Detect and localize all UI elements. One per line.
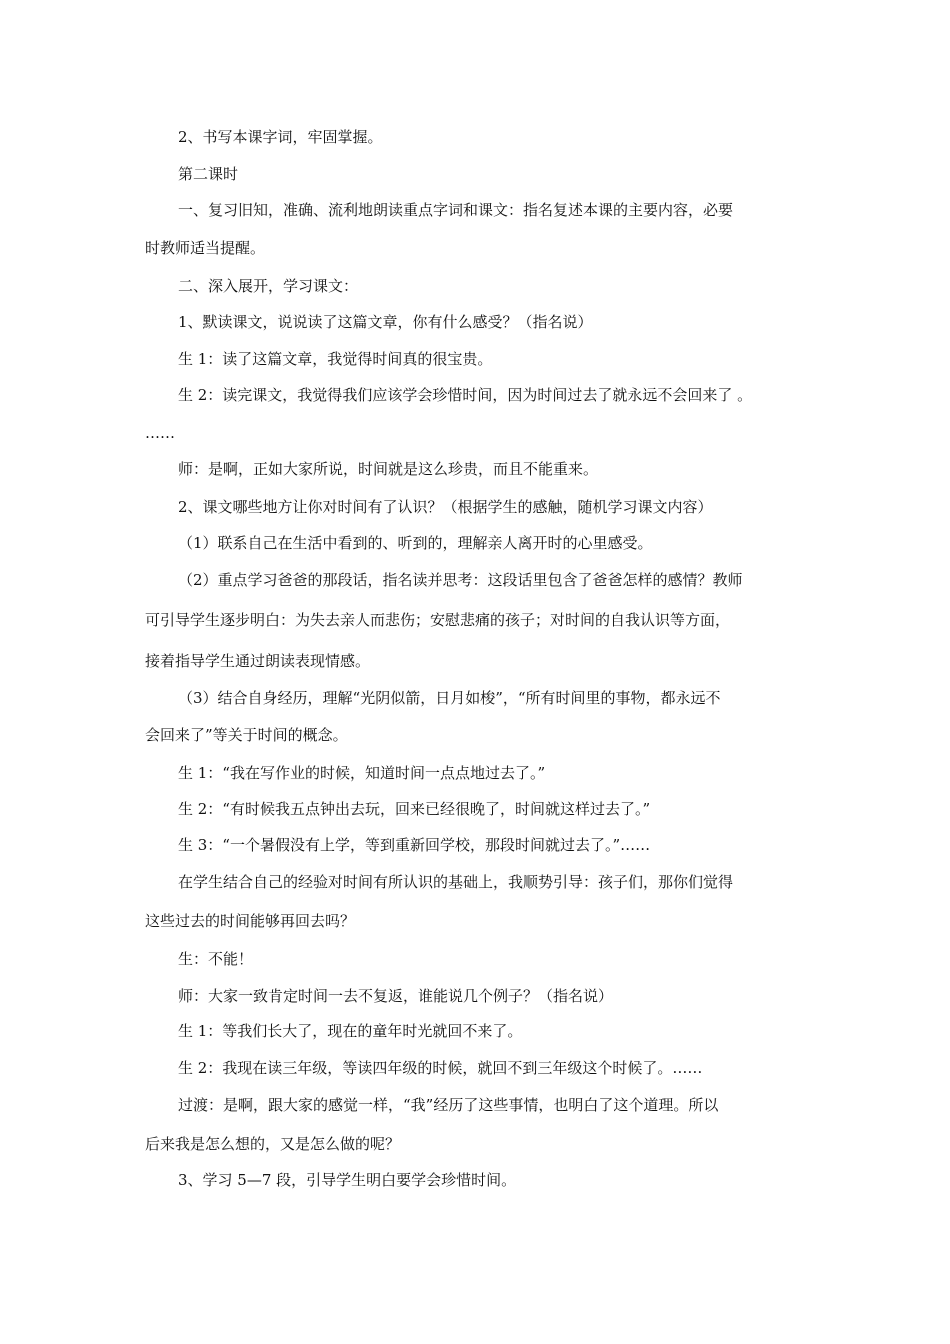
paragraph-line: （3）结合自身经历，理解“光阴似箭，日月如梭”，“所有时间里的事物，都永远不 [178, 689, 721, 707]
paragraph-line: 这些过去的时间能够再回去吗？ [145, 912, 356, 930]
paragraph-line: 生 1：读了这篇文章，我觉得时间真的很宝贵。 [178, 350, 493, 368]
paragraph-line: 二、深入展开，学习课文： [178, 277, 359, 295]
paragraph-line: 生：不能！ [178, 950, 254, 968]
paragraph-line: 生 2：我现在读三年级，等读四年级的时候，就回不到三年级这个时候了。…… [178, 1059, 703, 1077]
paragraph-line: 师：大家一致肯定时间一去不复返，谁能说几个例子？（指名说） [178, 987, 614, 1005]
paragraph-line: 一、复习旧知，准确、流利地朗读重点字词和课文：指名复述本课的主要内容，必要 [178, 201, 734, 219]
paragraph-line: 2、书写本课字词，牢固掌握。 [178, 128, 383, 146]
paragraph-line: …… [145, 424, 175, 442]
paragraph-line: （1）联系自己在生活中看到的、听到的，理解亲人离开时的心里感受。 [178, 534, 653, 552]
paragraph-line: 生 1：“我在写作业的时候，知道时间一点点地过去了。” [178, 764, 546, 782]
paragraph-line: 后来我是怎么想的，又是怎么做的呢？ [145, 1135, 401, 1153]
paragraph-line: 过渡：是啊，跟大家的感觉一样，“我”经历了这些事情，也明白了这个道理。所以 [178, 1096, 719, 1114]
paragraph-line: 生 2：读完课文，我觉得我们应该学会珍惜时间，因为时间过去了就永远不会回来了 。 [178, 386, 753, 404]
paragraph-line: 在学生结合自己的经验对时间有所认识的基础上，我顺势引导：孩子们，那你们觉得 [178, 873, 734, 891]
paragraph-line: （2）重点学习爸爸的那段话，指名读并思考：这段话里包含了爸爸怎样的感情？教师 [178, 571, 743, 589]
lesson-heading: 第二课时 [178, 165, 239, 183]
paragraph-line: 2、课文哪些地方让你对时间有了认识？（根据学生的感触，随机学习课文内容） [178, 498, 713, 516]
paragraph-line: 3、学习 5—7 段，引导学生明白要学会珍惜时间。 [178, 1171, 517, 1189]
paragraph-line: 生 1：等我们长大了，现在的童年时光就回不来了。 [178, 1022, 523, 1040]
paragraph-line: 生 2：“有时候我五点钟出去玩，回来已经很晚了，时间就这样过去了。” [178, 800, 651, 818]
paragraph-line: 师：是啊，正如大家所说，时间就是这么珍贵，而且不能重来。 [178, 460, 599, 478]
paragraph-line: 可引导学生逐步明白：为失去亲人而悲伤；安慰悲痛的孩子；对时间的自我认识等方面， [145, 611, 731, 629]
paragraph-line: 1、默读课文，说说读了这篇文章，你有什么感受？（指名说） [178, 313, 593, 331]
paragraph-line: 生 3：“一个暑假没有上学，等到重新回学校，那段时间就过去了。”…… [178, 836, 651, 854]
paragraph-line: 会回来了”等关于时间的概念。 [145, 726, 348, 744]
paragraph-line: 时教师适当提醒。 [145, 239, 266, 257]
paragraph-line: 接着指导学生通过朗读表现情感。 [145, 652, 371, 670]
